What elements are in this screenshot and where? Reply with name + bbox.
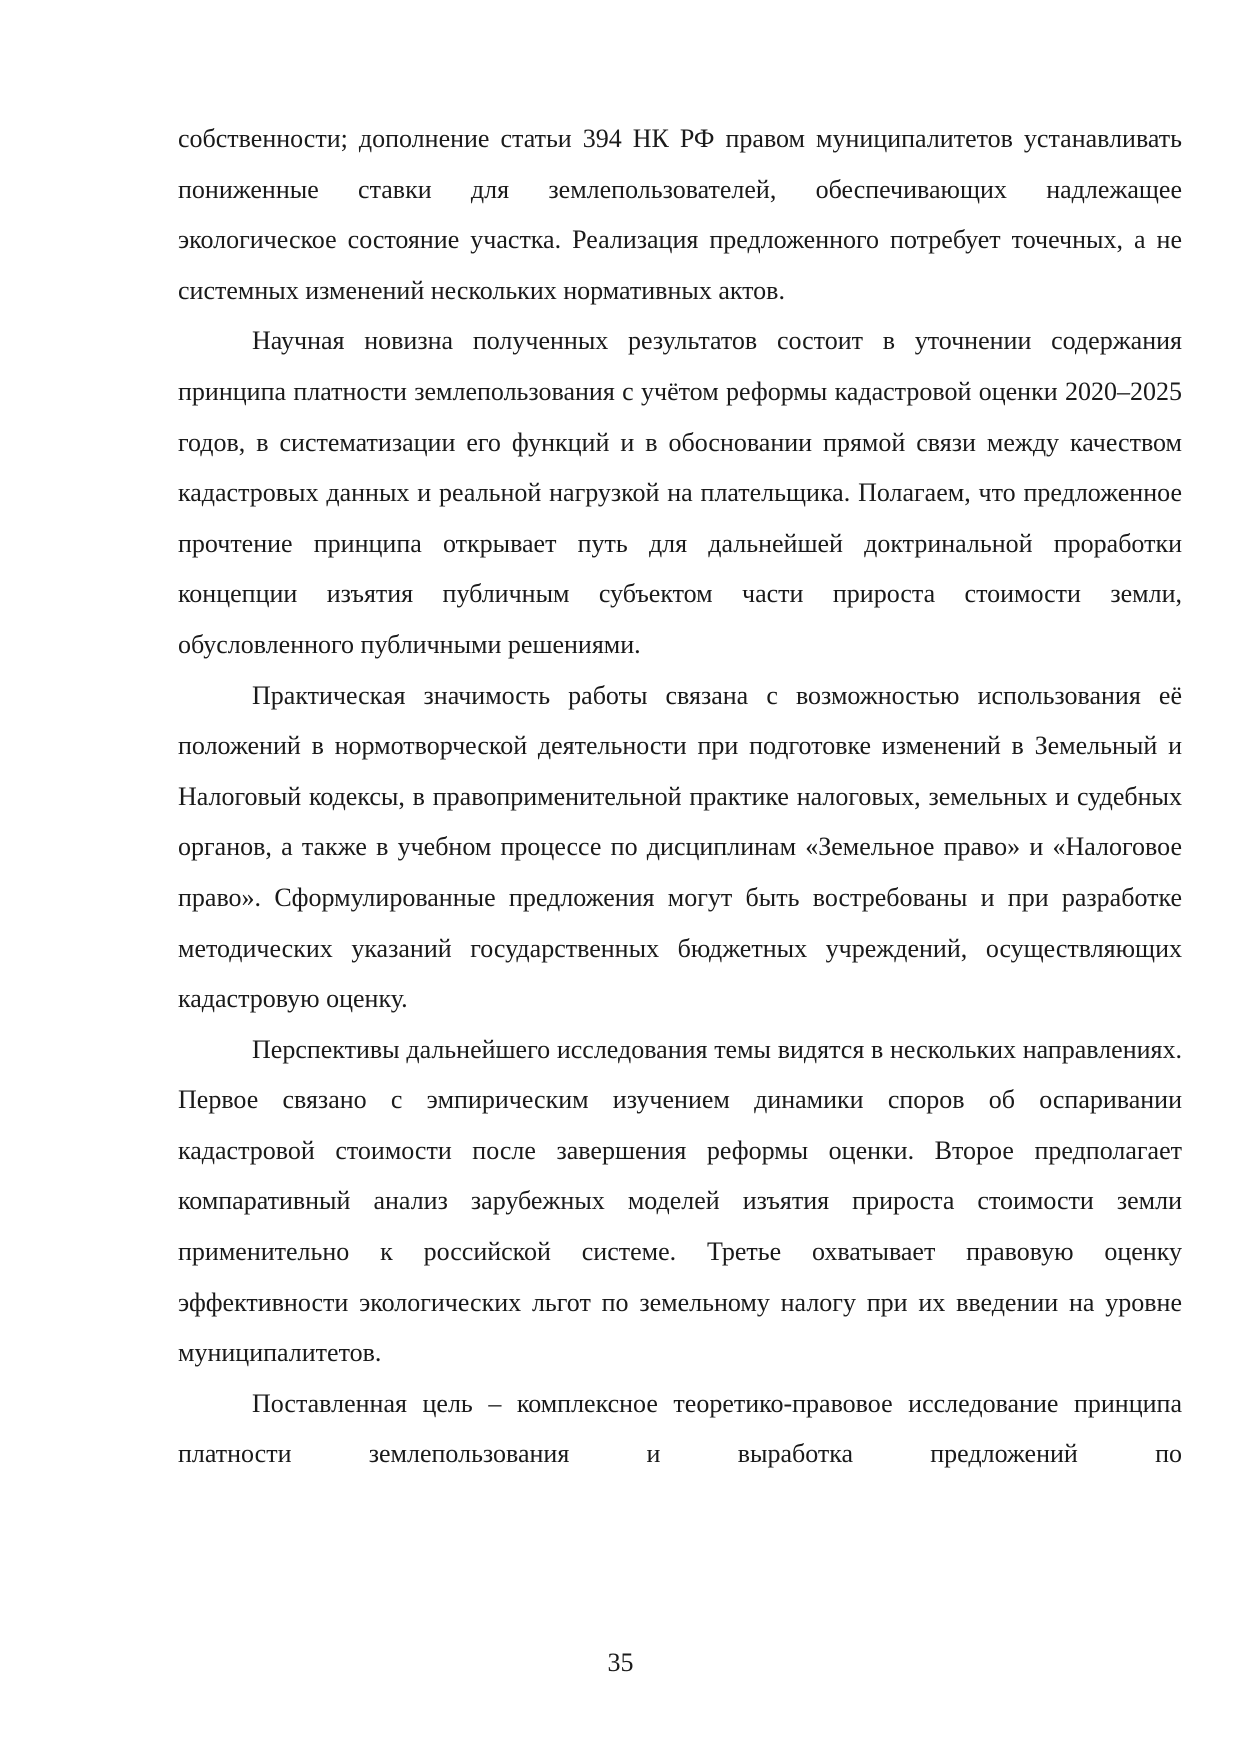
paragraph-research-goal: Поставленная цель – комплексное теоретико-правовое исследование принципа платности землепользования и выработка предложений по (178, 1388, 1182, 1469)
paragraph-research-prospects: Перспективы дальнейшего исследования темы видятся в нескольких направлениях. Первое связано с эмпирическим изучением динамики споров об оспаривании кадастровой стоимости после завершения реформы оценки. Второе предполагает компаративный анализ зарубежных моделей изъятия прироста стоимости земли применительно к российской системе. Третье охватывает правовую оценку эффективности экологических льгот по земельному налогу при их введении на уровне муниципалитетов. (178, 1034, 1182, 1368)
paragraph-scientific-novelty: Научная новизна полученных результатов состоит в уточнении содержания принципа платности землепользования с учётом реформы кадастровой оценки 2020–2025 годов, в систематизации его функций и в обосновании прямой связи между качеством кадастровых данных и реальной нагрузкой на плательщика. Полагаем, что предложенное прочтение принципа открывает путь для дальнейшей доктринальной проработки концепции изъятия публичным субъектом части прироста стоимости земли, обусловленного публичными решениями. (178, 326, 1182, 659)
paragraph-practical-significance: Практическая значимость работы связана с возможностью использования её положений в нормотворческой деятельности при подготовке изменений в Земельный и Налоговый кодексы, в правоприменительной практике налоговых, земельных и судебных органов, а также в учебном процессе по дисциплинам «Земельное право» и «Налоговое право». Сформулированные предложения могут быть востребованы и при разработке методических указаний государственных бюджетных учреждений, осуществляющих кадастровую оценку. (178, 680, 1182, 1014)
paragraph-continuation: собственности; дополнение статьи 394 НК РФ правом муниципалитетов устанавливать пониженные ставки для землепользователей, обеспечивающих надлежащее экологическое состояние участка. Реализация предложенного потребует точечных, а не системных изменений нескольких нормативных актов. (178, 124, 1182, 305)
page-number: 35 (607, 1648, 634, 1677)
document-body (178, 114, 1182, 1480)
